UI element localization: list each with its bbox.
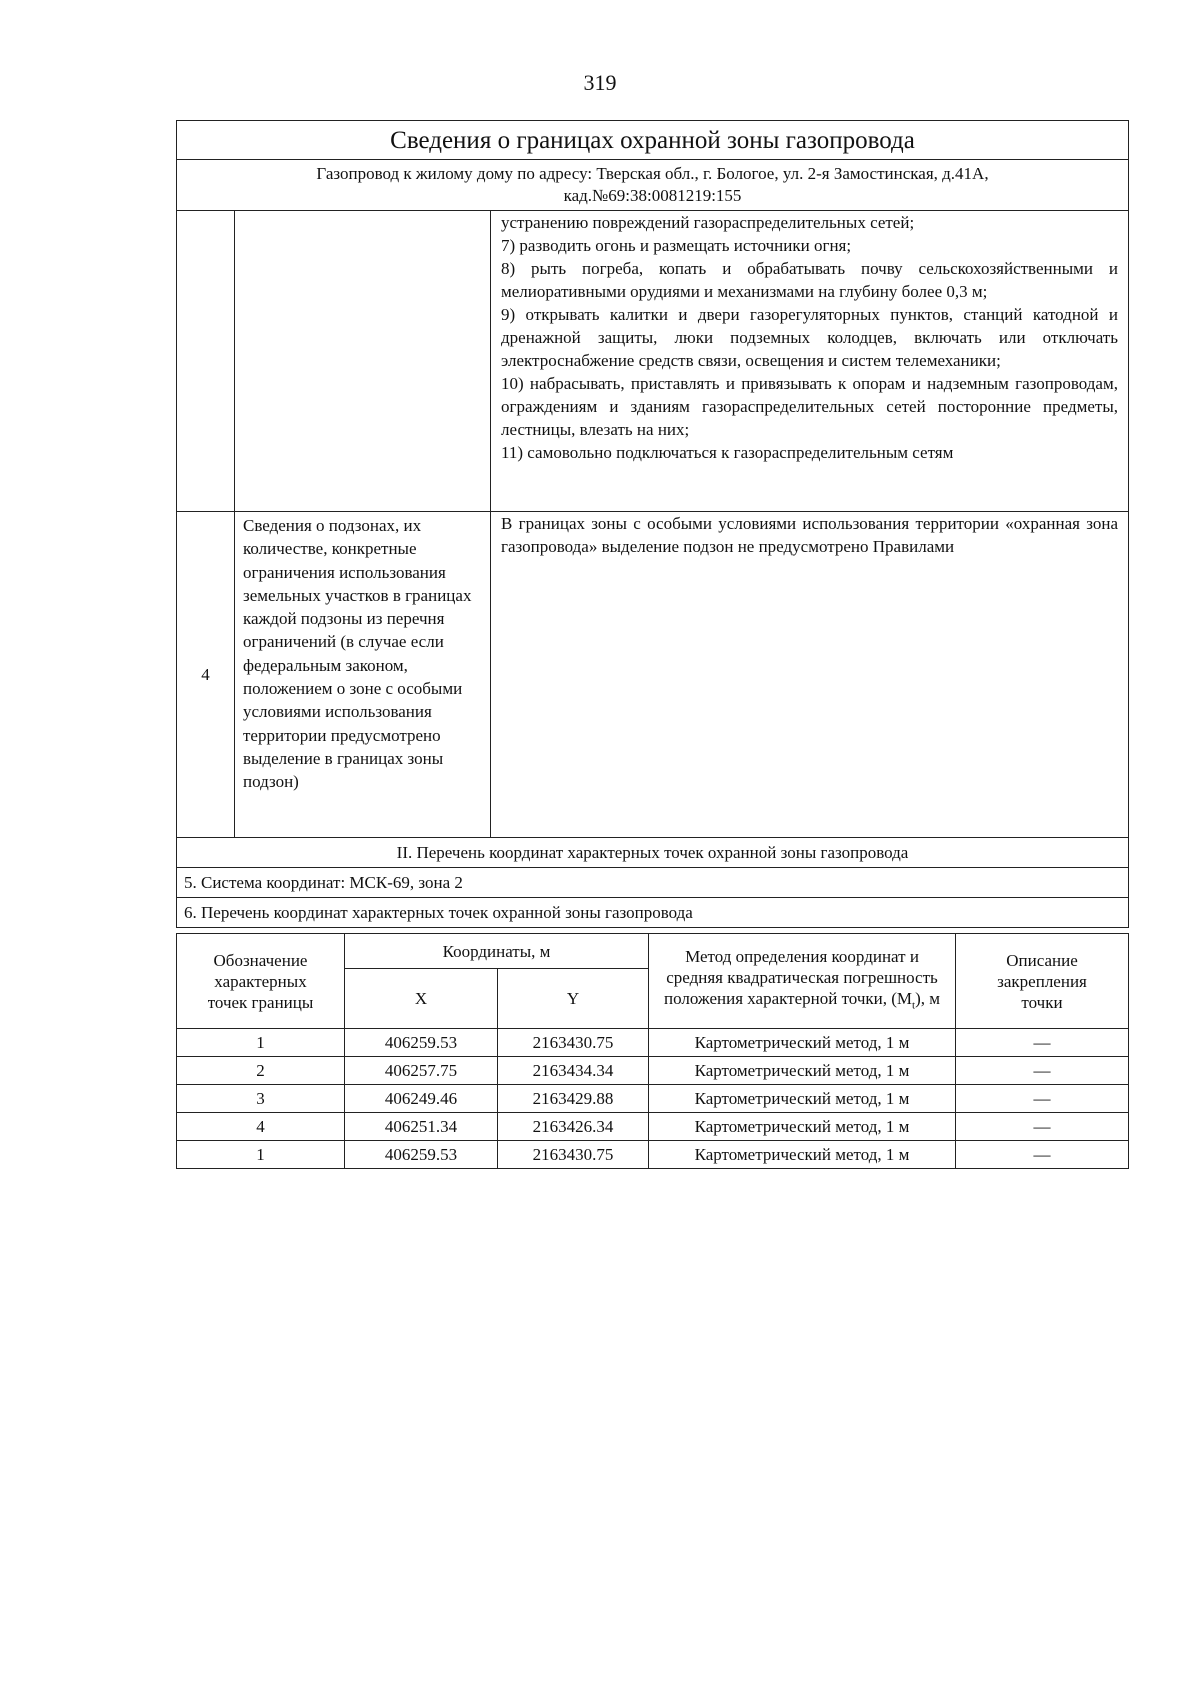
zone-info-table (176, 120, 1129, 928)
restriction-line: 8) рыть погреба, копать и обрабатывать почву сельскохозяйственными и мелиоративными орудиями и механизмами на глубину более 0,3 м; (501, 259, 1118, 301)
method: Картометрический метод, 1 м (649, 1141, 956, 1169)
col-desc-header: Описание закрепления точки (956, 934, 1129, 1029)
coordinates-table (176, 933, 1129, 1169)
point-id: 1 (177, 1141, 345, 1169)
point-id: 1 (177, 1029, 345, 1057)
description: — (956, 1057, 1129, 1085)
subtitle-line-2: кад.№69:38:0081219:155 (563, 186, 742, 205)
subzones-row-number: 4 (177, 512, 235, 838)
restriction-line: 9) открывать калитки и двери газорегуляторных пунктов, станций катодной и дренажной защиты, люки подземных колодцев, включать или отключать электроснабжение средств связи, освещения и систем телемеханики; (501, 305, 1118, 370)
x-coordinate: 406259.53 (345, 1141, 498, 1169)
continued-row-name (235, 211, 491, 512)
y-coordinate: 2163429.88 (498, 1085, 649, 1113)
subzones-row (177, 512, 1129, 838)
subzones-row-name: Сведения о подзонах, их количестве, конкретные ограничения использования земельных участков в границах каждой подзоны из перечня ограничений (в случае если федеральным законом, положением о зоне с особыми условиями использования территории предусмотрено выделение в границах зоны подзон) (235, 512, 491, 838)
description: — (956, 1141, 1129, 1169)
restriction-line: 10) набрасывать, приставлять и привязывать к опорам и надземным газопроводам, ограждениям и зданиям газораспределительных сетей посторонние предметы, лестницы, влезать на них; (501, 374, 1118, 439)
subtitle-line-1: Газопровод к жилому дому по адресу: Тверская обл., г. Бологое, ул. 2-я Замостинская, д.41А, (316, 164, 989, 183)
col-x-header: X (345, 969, 498, 1029)
subscript-t: t (912, 999, 916, 1012)
table-row (177, 1057, 1129, 1085)
table-row (177, 1029, 1129, 1057)
restriction-line: 7) разводить огонь и размещать источники огня; (501, 236, 852, 255)
coordinate-list-title: 6. Перечень координат характерных точек охранной зоны газопровода (177, 898, 1129, 928)
method: Картометрический метод, 1 м (649, 1085, 956, 1113)
point-id: 3 (177, 1085, 345, 1113)
method-header-text: Метод определения координат и средняя квадратическая погрешность положения характерной точки, $(M_t)$, м (664, 946, 941, 1012)
restriction-line: 11) самовольно подключаться к газораспределительным сетям (501, 443, 954, 462)
y-coordinate: 2163430.75 (498, 1141, 649, 1169)
x-coordinate: 406257.75 (345, 1057, 498, 1085)
continued-row-number (177, 211, 235, 512)
description: — (956, 1113, 1129, 1141)
col-coords-header: Координаты, м (345, 934, 649, 969)
description: — (956, 1029, 1129, 1057)
method: Картометрический метод, 1 м (649, 1029, 956, 1057)
page-number: 319 (583, 70, 617, 95)
method: Картометрический метод, 1 м (649, 1113, 956, 1141)
restriction-line: устранению повреждений газораспределительных сетей; (501, 213, 915, 232)
section-2-title: II. Перечень координат характерных точек охранной зоны газопровода (177, 838, 1129, 868)
x-coordinate: 406251.34 (345, 1113, 498, 1141)
x-coordinate: 406259.53 (345, 1029, 498, 1057)
point-id: 2 (177, 1057, 345, 1085)
table-row (177, 1141, 1129, 1169)
col-point-header: Обозначение характерных точек границы (177, 934, 345, 1029)
document-title: Сведения о границах охранной зоны газопровода (177, 121, 1129, 160)
col-method-header (649, 934, 956, 1029)
continued-restrictions (491, 211, 1129, 512)
col-y-header: Y (498, 969, 649, 1029)
y-coordinate: 2163434.34 (498, 1057, 649, 1085)
document-subtitle (177, 160, 1129, 211)
description: — (956, 1085, 1129, 1113)
y-coordinate: 2163426.34 (498, 1113, 649, 1141)
y-coordinate: 2163430.75 (498, 1029, 649, 1057)
coordinates-header-row (177, 934, 1129, 969)
table-row (177, 1085, 1129, 1113)
method: Картометрический метод, 1 м (649, 1057, 956, 1085)
continued-row (177, 211, 1129, 512)
subzones-row-content: В границах зоны с особыми условиями использования территории «охранная зона газопровода» выделение подзон не предусмотрено Правилами (491, 512, 1129, 838)
point-id: 4 (177, 1113, 345, 1141)
coordinate-system: 5. Система координат: МСК-69, зона 2 (177, 868, 1129, 898)
x-coordinate: 406249.46 (345, 1085, 498, 1113)
table-row (177, 1113, 1129, 1141)
